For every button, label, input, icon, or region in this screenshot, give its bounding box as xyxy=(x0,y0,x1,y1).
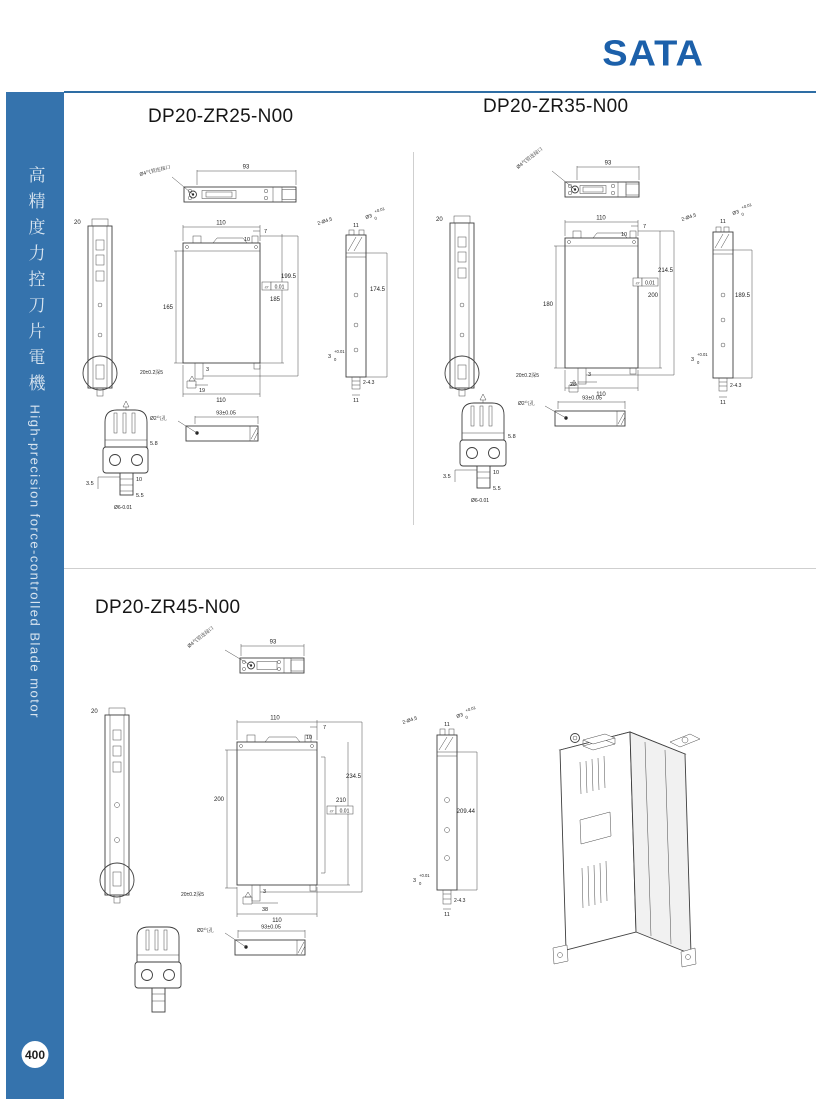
zr35-bar-callout: Ø2气孔 xyxy=(518,401,535,407)
zr25-foot-dim: 19 xyxy=(198,388,206,394)
zr25-pin2-zero: 0 xyxy=(334,357,337,362)
drawing-zr25 xyxy=(70,145,410,545)
zr25-side-bottom: 11 xyxy=(353,398,359,404)
section-divider-vertical xyxy=(413,152,414,525)
zr45-holes-dim: 2-Ø4.5 xyxy=(401,715,419,726)
zr25-front-view xyxy=(140,221,298,405)
header-divider xyxy=(64,91,816,93)
zr25-knob-l2: 5.5 xyxy=(136,493,144,499)
zr45-connector-detail-view xyxy=(135,927,181,1012)
zr35-holes-dim: 2-Ø4.5 xyxy=(680,212,698,223)
zr35-pin2-plus: +0.01 xyxy=(697,352,708,357)
zr35-side-height: 189.5 xyxy=(734,293,750,299)
zr25-bar-length: 93±0.05 xyxy=(216,410,236,417)
zr35-front-bottom-width: 110 xyxy=(596,392,606,398)
zr45-side-top-dim: 11 xyxy=(444,722,450,728)
zr35-front-inset: 10 xyxy=(621,232,628,238)
zr25-side-top-dim: 11 xyxy=(353,223,359,229)
zr45-shaft-tol-plus: +0.01 xyxy=(464,704,477,713)
zr35-foot-dim: 28 xyxy=(569,382,576,388)
zr25-slot-dim: 20±0.2深5 xyxy=(140,370,164,376)
zr45-shaft-section-view xyxy=(197,925,305,956)
zr45-front-inset: 10 xyxy=(306,735,313,741)
zr35-knob-h: 5.8 xyxy=(508,434,516,440)
drawing-zr45 xyxy=(85,625,745,1070)
zr35-top-view xyxy=(515,146,639,197)
zr25-depth-dim: 20 xyxy=(74,220,81,226)
zr35-right-side-view xyxy=(681,202,753,406)
zr45-isometric-view xyxy=(553,732,700,967)
zr45-left-side-view xyxy=(91,708,134,903)
zr45-slot-dim: 20±0.2深5 xyxy=(181,892,205,898)
zr25-shaft-dim: Ø3 xyxy=(364,213,373,221)
part-title-zr25: DP20-ZR25-N00 xyxy=(148,106,294,127)
zr45-tip-dim: 2-4.3 xyxy=(454,898,466,904)
zr25-air-port-callout: Ø4气管连接口 xyxy=(139,164,172,178)
zr25-shaft-section-view xyxy=(150,411,258,442)
zr45-right-side-view xyxy=(402,705,477,918)
drawing-zr35 xyxy=(430,135,790,535)
zr25-pin2: 3 xyxy=(328,354,332,360)
zr25-knob-dia: Ø6-0.01 xyxy=(114,505,133,511)
zr35-bar-length: 93±0.05 xyxy=(582,395,602,402)
zr35-left-side-view xyxy=(436,216,479,396)
sidebar-title-en: High-precision force-controlled Blade motor xyxy=(27,404,43,719)
zr25-connector-detail-view xyxy=(86,401,158,511)
zr35-front-h-right: 200 xyxy=(647,293,658,299)
zr25-fcf-symbol: ▱ xyxy=(264,284,269,291)
zr35-shaft-dim: Ø3 xyxy=(731,209,740,217)
zr25-front-bottom-width: 110 xyxy=(216,398,226,404)
zr25-top-view xyxy=(139,163,296,202)
zr45-top-width-dim: 93 xyxy=(269,639,277,646)
zr35-front-h-left: 180 xyxy=(542,302,553,308)
zr45-top-view xyxy=(186,625,304,673)
sidebar-title-zh: 高精度力控刀片電機 xyxy=(25,166,45,400)
zr45-shaft-tol-zero: 0 xyxy=(464,714,469,720)
zr25-front-top-width: 110 xyxy=(216,220,226,227)
zr25-front-h-overall: 199.5 xyxy=(280,274,296,280)
zr45-pin2-plus: +0.01 xyxy=(419,873,430,878)
zr45-shaft-dim: Ø3 xyxy=(455,712,464,720)
zr25-knob-l1: 10 xyxy=(136,477,143,483)
zr25-knob-h: 5.8 xyxy=(150,441,158,447)
zr25-front-h-right: 185 xyxy=(269,297,280,303)
zr35-front-corner: 7 xyxy=(643,224,647,230)
zr45-side-height: 209.44 xyxy=(456,809,475,815)
part-title-zr35: DP20-ZR35-N00 xyxy=(483,96,629,117)
zr35-depth-dim: 20 xyxy=(436,217,443,223)
zr45-front-view xyxy=(181,716,362,925)
part-title-zr45: DP20-ZR45-N00 xyxy=(95,597,241,618)
zr35-top-width-dim: 93 xyxy=(604,160,612,167)
zr25-fcf-value: 0.01 xyxy=(274,284,285,291)
zr45-front-corner: 7 xyxy=(323,725,327,731)
sidebar xyxy=(6,92,64,1099)
zr35-tip-dim: 2-4.3 xyxy=(730,383,742,389)
zr25-bar-callout: Ø2气孔 xyxy=(150,416,167,422)
zr25-front-h-left: 165 xyxy=(162,305,173,311)
sata-logo: SATA xyxy=(602,34,704,74)
zr25-left-side-view xyxy=(74,219,117,396)
zr35-front-view xyxy=(516,216,674,399)
zr45-pin-dim: 3 xyxy=(263,889,267,895)
zr45-front-h-overall: 234.5 xyxy=(345,774,361,780)
zr35-slot-dim: 20±0.2深5 xyxy=(516,373,540,379)
zr25-tip-dim: 2-4.3 xyxy=(363,380,375,386)
zr25-front-corner: 7 xyxy=(264,229,268,235)
zr25-right-side-view xyxy=(317,206,387,404)
zr35-front-h-overall: 214.5 xyxy=(657,268,673,274)
zr35-pin-dim: 3 xyxy=(588,372,592,378)
zr25-holes-dim: 2-Ø4.5 xyxy=(316,216,334,227)
zr45-foot-dim: 38 xyxy=(261,907,269,913)
zr45-fcf-value: 0.01 xyxy=(339,808,350,815)
zr45-pin2: 3 xyxy=(413,878,417,884)
zr25-shaft-tol-plus: +0.01 xyxy=(373,205,386,214)
zr45-front-bottom-width: 110 xyxy=(272,918,282,924)
zr45-front-h-right: 210 xyxy=(335,798,346,804)
sidebar-title xyxy=(27,166,44,719)
zr45-air-port-callout: Ø4气管连接口 xyxy=(186,625,216,650)
zr35-air-port-callout: Ø4气管连接口 xyxy=(515,146,545,171)
zr35-pin2: 3 xyxy=(691,357,695,363)
zr45-depth-dim: 20 xyxy=(91,709,98,715)
zr25-front-inset: 10 xyxy=(244,237,251,243)
zr25-shaft-tol-zero: 0 xyxy=(373,215,378,221)
zr35-knob-l1: 10 xyxy=(493,470,500,476)
zr35-side-top-dim: 11 xyxy=(720,219,726,225)
zr25-pin-dim: 3 xyxy=(206,367,210,373)
zr35-shaft-section-view xyxy=(518,396,625,427)
zr35-pin2-zero: 0 xyxy=(697,360,700,365)
zr25-side-height: 174.5 xyxy=(369,287,385,293)
zr35-knob-w: 3.5 xyxy=(443,474,451,480)
zr35-front-top-width: 110 xyxy=(596,215,606,222)
zr35-connector-detail-view xyxy=(443,394,516,504)
zr25-pin2-plus: +0.01 xyxy=(334,349,345,354)
zr45-front-h-left: 200 xyxy=(213,797,224,803)
zr35-shaft-tol-zero: 0 xyxy=(740,211,745,217)
zr45-fcf-symbol: ▱ xyxy=(329,808,334,815)
zr45-pin2-zero: 0 xyxy=(419,881,422,886)
zr35-knob-l2: 5.5 xyxy=(493,486,501,492)
zr35-fcf-symbol: ▱ xyxy=(635,280,640,287)
zr45-front-top-width: 110 xyxy=(270,715,280,722)
section-divider-horizontal xyxy=(64,568,816,569)
zr45-bar-callout: Ø2气孔 xyxy=(197,928,214,934)
page-number: 400 xyxy=(24,1047,46,1062)
page-number-badge xyxy=(22,1041,49,1068)
zr25-knob-w: 3.5 xyxy=(86,481,94,487)
zr35-shaft-tol-plus: +0.01 xyxy=(740,201,753,210)
zr35-knob-dia: Ø6-0.01 xyxy=(471,498,490,504)
zr35-fcf-value: 0.01 xyxy=(645,280,655,287)
zr45-side-bottom: 11 xyxy=(444,912,450,918)
zr45-bar-length: 93±0.05 xyxy=(261,924,281,931)
zr35-side-bottom: 11 xyxy=(720,400,726,406)
zr25-top-width-dim: 93 xyxy=(242,164,250,171)
